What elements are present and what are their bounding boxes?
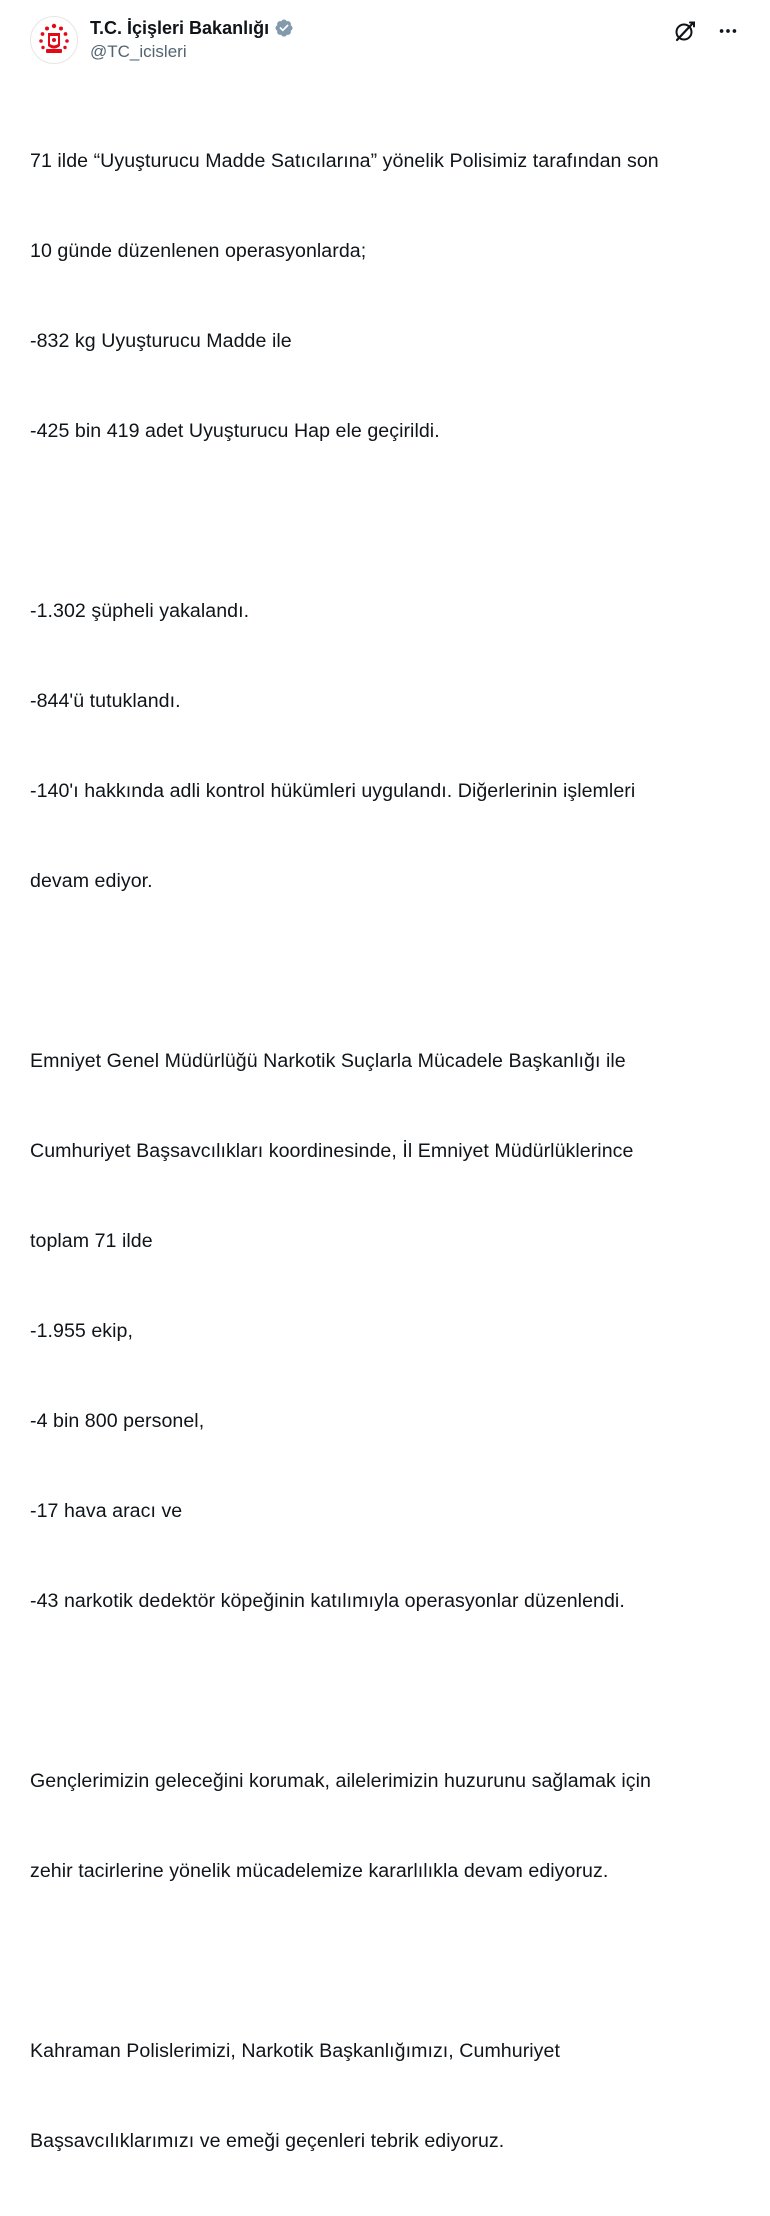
tweet-line: Emniyet Genel Müdürlüğü Narkotik Suçlarla Mücadele Başkanlığı ile <box>30 1050 626 1072</box>
tweet-blank-line <box>30 506 740 536</box>
tweet-line: -4 bin 800 personel, <box>30 1410 205 1432</box>
tweet-line: -17 hava aracı ve <box>30 1500 183 1522</box>
tweet-line: Başsavcılıklarımızı ve emeği geçenleri tebrik ediyoruz. <box>30 2130 505 2152</box>
avatar[interactable] <box>30 16 78 64</box>
tweet-line: 10 günde düzenlenen operasyonlarda; <box>30 240 367 262</box>
more-options-icon[interactable] <box>716 19 740 43</box>
ministry-logo-icon <box>34 20 74 60</box>
tweet-line: zehir tacirlerine yönelik mücadelemize kararlılıkla devam ediyoruz. <box>30 1860 609 1882</box>
tweet-line: Cumhuriyet Başsavcılıkları koordinesinde, İl Emniyet Müdürlüklerince <box>30 1140 634 1162</box>
tweet-line: Kahraman Polislerimizi, Narkotik Başkanlığımızı, Cumhuriyet <box>30 2040 560 2062</box>
tweet-line: devam ediyor. <box>30 870 153 892</box>
tweet-line: toplam 71 ilde <box>30 1230 153 1252</box>
name-row <box>90 16 294 40</box>
tweet-text <box>30 86 740 2216</box>
verified-badge-icon <box>274 18 294 38</box>
tweet-blank-line <box>30 956 740 986</box>
grok-icon[interactable] <box>672 18 698 44</box>
tweet-header <box>30 14 740 70</box>
tweet-line: -43 narkotik dedektör köpeğinin katılımıyla operasyonlar düzenlendi. <box>30 1590 625 1612</box>
tweet-line: Gençlerimizin geleceğini korumak, ailelerimizin huzurunu sağlamak için <box>30 1770 651 1792</box>
tweet-line: 71 ilde “Uyuşturucu Madde Satıcılarına” yönelik Polisimiz tarafından son <box>30 150 659 172</box>
tweet-line: -425 bin 419 adet Uyuşturucu Hap ele geçirildi. <box>30 420 440 442</box>
tweet-line: -832 kg Uyuşturucu Madde ile <box>30 330 292 352</box>
author-handle[interactable]: @TC_icisleri <box>90 42 187 61</box>
header-actions <box>672 18 740 44</box>
author-names <box>90 16 294 62</box>
tweet-blank-line <box>30 1946 740 1976</box>
tweet-line: -140'ı hakkında adli kontrol hükümleri uygulandı. Diğerlerinin işlemleri <box>30 780 636 802</box>
author-display-name[interactable]: T.C. İçişleri Bakanlığı <box>90 17 270 38</box>
tweet-line: -1.955 ekip, <box>30 1320 133 1342</box>
tweet-line: -844'ü tutuklandı. <box>30 690 181 712</box>
tweet-line: -1.302 şüpheli yakalandı. <box>30 600 250 622</box>
tweet-blank-line <box>30 1676 740 1706</box>
